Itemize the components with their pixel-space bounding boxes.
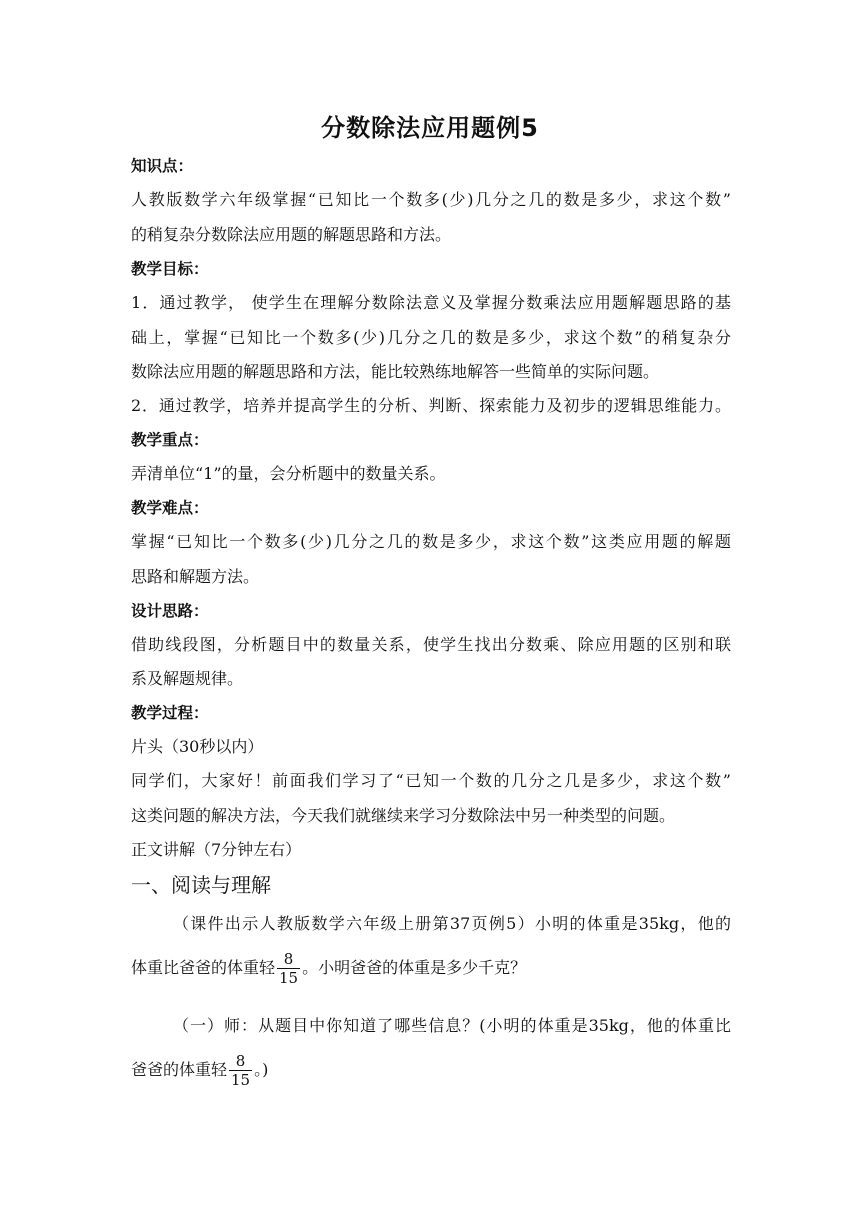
fraction-numerator: 8 [277,950,300,969]
intro-label: 片头（30秒以内） [131,737,264,756]
fraction-eight-fifteenths-2 [229,1052,252,1089]
process-heading: 教学过程： [131,704,209,722]
difficulty-text-line-2: 思路和解题方法。 [131,567,260,586]
intro-text-line-2: 这类问题的解决方法，今天我们就继续来学习分数除法中另一种类型的问题。 [131,806,676,825]
design-heading: 设计思路： [131,602,209,620]
key-text: 弄清单位“1”的量，会分析题中的数量关系。 [131,464,446,483]
fraction-numerator-2: 8 [229,1052,252,1071]
knowledge-text-line-2: 的稍复杂分数除法应用题的解题思路和方法。 [131,225,452,244]
difficulty-text-line-1: 掌握“已知比一个数多(少)几分之几的数是多少，求这个数”这类应用题的解题 [131,532,731,551]
question-1-line-1: （一）师：从题目中你知道了哪些信息？(小明的体重是35kg，他的体重比 [173,1016,731,1035]
fraction-denominator-2: 15 [231,1071,251,1089]
design-text-line-1: 借助线段图，分析题目中的数量关系，使学生找出分数乘、除应用题的区别和联 [131,635,731,654]
question-1-line-2-text-after: 。) [254,1060,269,1079]
goal2-line-1: 2．通过教学，培养并提高学生的分析、判断、探索能力及初步的逻辑思维能力。 [131,396,731,415]
main-label: 正文讲解（7分钟左右） [131,840,302,859]
page-title: 分数除法应用题例5 [321,114,539,142]
question-1-line-2 [131,1052,268,1089]
section-1-title: 一、阅读与理解 [131,873,271,897]
goals-heading: 教学目标： [131,260,209,278]
knowledge-text-line-1: 人教版数学六年级掌握“已知比一个数多(少)几分之几的数是多少，求这个数” [131,190,731,209]
goal1-line-1: 1．通过教学， 使学生在理解分数除法意义及掌握分数乘法应用题解题思路的基 [131,293,731,312]
fraction-eight-fifteenths [277,950,300,987]
problem-line-1: （课件出示人教版数学六年级上册第37页例5）小明的体重是35kg，他的 [173,914,731,933]
knowledge-heading: 知识点： [131,157,194,175]
difficulty-heading: 教学难点： [131,499,209,517]
question-1-line-2-text-before: 爸爸的体重轻 [131,1060,228,1079]
goal1-line-3: 数除法应用题的解题思路和方法，能比较熟练地解答一些简单的实际问题。 [131,362,660,381]
intro-text-line-1: 同学们，大家好！前面我们学习了“已知一个数的几分之几是多少，求这个数” [131,771,731,790]
problem-line-2-text-after: 。小明爸爸的体重是多少千克？ [302,958,527,977]
design-text-line-2: 系及解题规律。 [131,669,244,688]
key-heading: 教学重点： [131,431,209,449]
goal1-line-2: 础上，掌握“已知比一个数多(少)几分之几的数是多少，求这个数”的稍复杂分 [131,328,731,347]
problem-line-2 [131,950,526,987]
problem-line-2-text-before: 体重比爸爸的体重轻 [131,958,276,977]
fraction-denominator: 15 [279,969,299,987]
